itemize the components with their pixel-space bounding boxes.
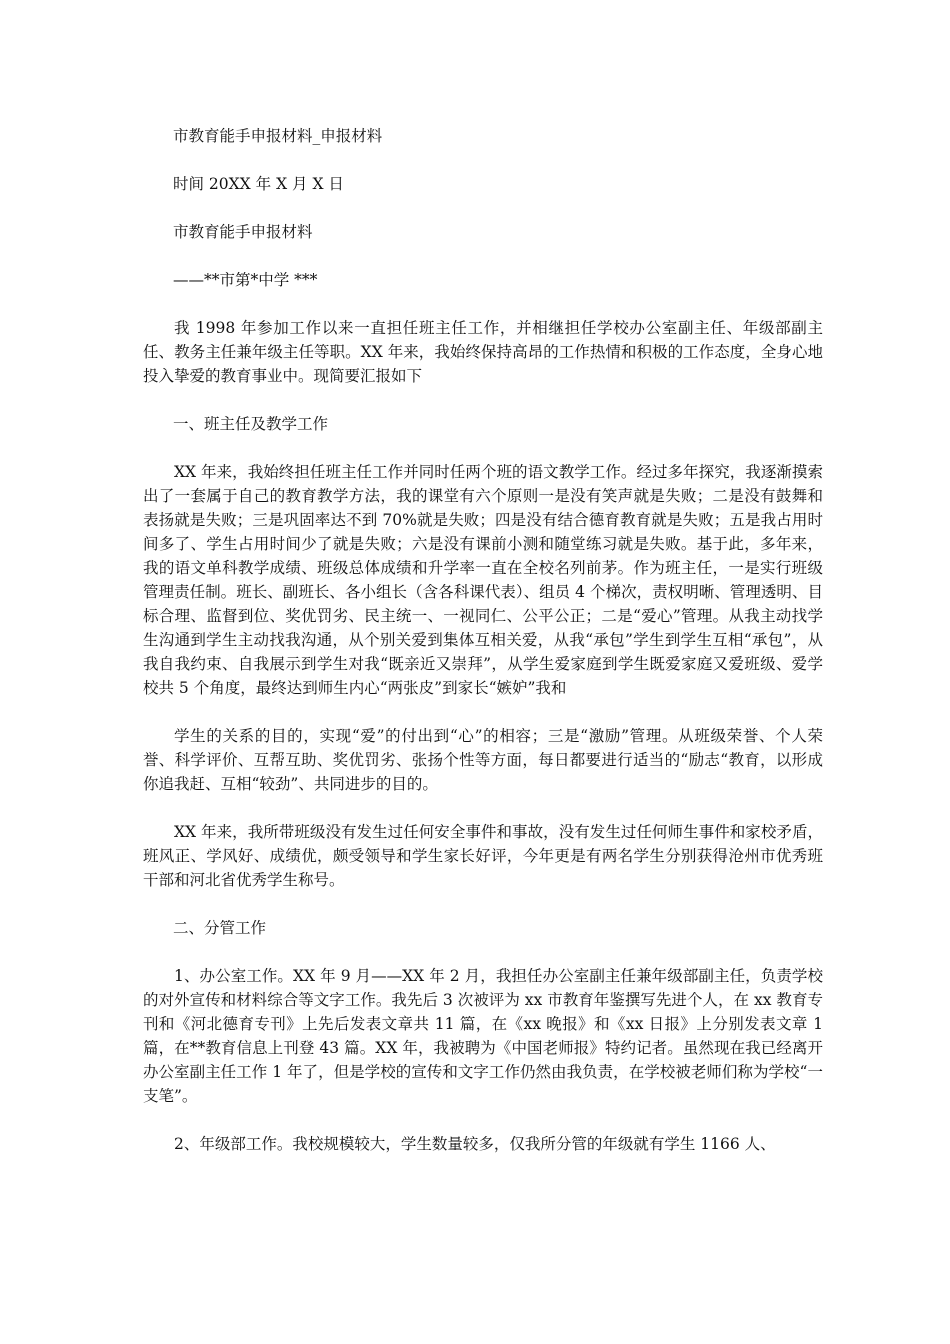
intro-paragraph: 我 1998 年参加工作以来一直担任班主任工作，并相继担任学校办公室副主任、年级部副主任、教务主任兼年级主任等职。XX 年来，我始终保持高昂的工作热情和积极的工作态度，全身心地投入挚爱的教育事业中。现简要汇报如下 bbox=[143, 319, 823, 385]
section2-heading: 二、分管工作 bbox=[173, 919, 267, 937]
document-title: 市教育能手申报材料_申报材料 bbox=[173, 127, 383, 145]
section1-paragraph-3: XX 年来，我所带班级没有发生过任何安全事件和事故，没有发生过任何师生事件和家校矛盾，班风正、学风好、成绩优，颇受领导和学生家长好评，今年更是有两名学生分别获得沧州市优秀班干部和河北省优秀学生称号。 bbox=[143, 823, 823, 889]
section2-paragraph-1: 1、办公室工作。XX 年 9 月——XX 年 2 月，我担任办公室副主任兼年级部副主任，负责学校的对外宣传和材料综合等文字工作。我先后 3 次被评为 xx 市教育年鉴撰写先进个人，在 xx 教育专刊和《河北德育专刊》上先后发表文章共 11 篇，在《xx 晚报》和《xx 日报》上分别发表文章 1 篇，在**教育信息上刊登 43 篇。XX 年，我被聘为《中国老师报》特约记者。虽然现在我已经离开办公室副主任工作 1 年了，但是学校的宣传和文字工作仍然由我负责，在学校被老师们称为学校“一支笔”。 bbox=[143, 967, 823, 1105]
document-subtitle: 市教育能手申报材料 bbox=[173, 223, 313, 241]
section2-paragraph-2: 2、年级部工作。我校规模较大，学生数量较多，仅我所分管的年级就有学生 1166 人、 bbox=[174, 1135, 776, 1153]
date-line: 时间 20XX 年 X 月 X 日 bbox=[173, 175, 344, 193]
section1-paragraph-1: XX 年来，我始终担任班主任工作并同时任两个班的语文教学工作。经过多年探究，我逐渐摸索出了一套属于自己的教育教学方法，我的课堂有六个原则一是没有笑声就是失败；二是没有鼓舞和表扬就是失败；三是巩固率达不到 70%就是失败；四是没有结合德育教育就是失败；五是我占用时间多了、学生占用时间少了就是失败；六是没有课前小测和随堂练习就是失败。基于此，多年来，我的语文单科教学成绩、班级总体成绩和升学率一直在全校名列前茅。作为班主任，一是实行班级管理责任制。班长、副班长、各小组长（含各科课代表）、组员 4 个梯次，责权明晰、管理透明、目标合理、监督到位、奖优罚劣、民主统一、一视同仁、公平公正；二是“爱心”管理。从我主动找学生沟通到学生主动找我沟通，从个别关爱到集体互相关爱，从我“承包”学生到学生互相“承包”，从我自我约束、自我展示到学生对我“既亲近又崇拜”，从学生爱家庭到学生既爱家庭又爱班级、爱学校共 5 个角度，最终达到师生内心“两张皮”到家长“嫉妒”我和 bbox=[143, 463, 823, 697]
section1-paragraph-2: 学生的关系的目的，实现“爱”的付出到“心”的相容；三是“激励”管理。从班级荣誉、个人荣誉、科学评价、互帮互助、奖优罚劣、张扬个性等方面，每日都要进行适当的“励志“教育，以形成你追我赶、互相“较劲”、共同进步的目的。 bbox=[143, 727, 823, 793]
author-line: ——**市第*中学 *** bbox=[173, 271, 318, 289]
document-page bbox=[143, 124, 823, 1180]
section1-heading: 一、班主任及教学工作 bbox=[173, 415, 329, 433]
